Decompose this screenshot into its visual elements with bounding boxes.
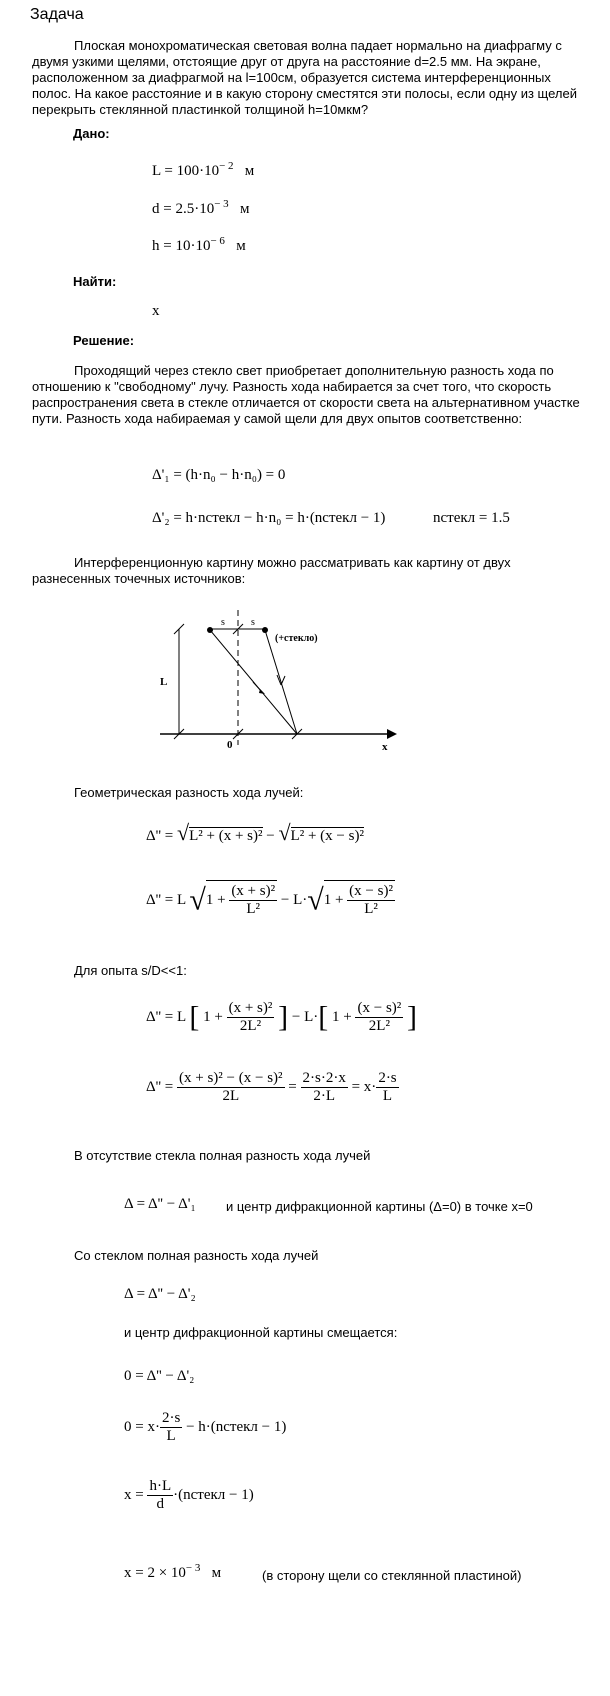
find-variable: x xyxy=(152,303,160,319)
approximation-label: Для опыта s/D<<1: xyxy=(74,963,187,978)
label-glass: (+стекло) xyxy=(275,633,318,644)
equation-solution-x: x = $\frac{h\cdot L}{d}$ ·(nстекл − 1) xyxy=(124,1478,254,1512)
equation-no-glass: Δ = Δ'' − Δ'₁ xyxy=(124,1196,196,1212)
given-h: $h = 10\cdot 10^{- 6}$ м xyxy=(152,235,246,254)
equation-balance: 0 = x· $\frac{2\cdot s}{L}$ − h·(nстекл − 1) xyxy=(124,1410,287,1444)
equation-geometric-exact: Δ'' = √L² + (x + s)² − √L² + (x − s)² xyxy=(146,820,364,845)
two-source-diagram xyxy=(155,605,400,755)
equation-zero-difference: 0 = Δ'' − Δ'₂ xyxy=(124,1368,195,1384)
page-title: Задача xyxy=(30,6,84,23)
equation-simplified: Δ'' = $\frac{\text{(x + s)² − (x − s)²}}{2L}$ = $\frac{2\cdot s\cdot 2\cdot x}{2\cdot L}$ = x· $\frac{2\cdot s}{L}$ xyxy=(146,1070,397,1104)
given-L: $L = 100\cdot 10^{- 2}$ м xyxy=(152,160,255,179)
label-s-left: s xyxy=(221,617,225,628)
given-d: $d = 2.5\cdot 10^{- 3}$ м xyxy=(152,198,250,217)
no-glass-label: В отсутствие стекла полная разность хода лучей xyxy=(74,1148,371,1163)
solution-label: Решение: xyxy=(73,333,135,348)
label-L: L xyxy=(160,676,168,688)
solution-paragraph-2: Интерференционную картину можно рассматривать как картину от двух разнесенных точечных источников: xyxy=(32,555,511,586)
equation-geometric-factored: Δ'' = L √1 + $\frac{\text{(x + s)²}}{\text{L²}}$ − L·√1 + $\frac{\text{(x − s)²}}{\text{L²}}$ xyxy=(146,880,395,918)
label-s-right: s xyxy=(251,617,255,628)
answer-value: $x = 2 \times 10^{- 3}$ м xyxy=(124,1562,222,1581)
label-zero: 0 xyxy=(227,739,233,751)
equation-delta-2: Δ'₂ = h·nстекл − h·n₀ = h·(nстекл − 1) xyxy=(152,510,386,526)
ray-arrow xyxy=(253,682,263,693)
geometric-difference-label: Геометрическая разность хода лучей: xyxy=(74,785,304,800)
find-label: Найти: xyxy=(73,274,117,289)
ray-arrow xyxy=(281,676,285,685)
label-x: x xyxy=(382,741,388,753)
center-note: и центр дифракционной картины (Δ=0) в точке x=0 xyxy=(226,1199,533,1214)
ray-right xyxy=(265,630,297,734)
problem-text: Плоская монохроматическая световая волна падает нормально на диафрагму с двумя узкими щелями, отстоящие друг от друга на расстояние d=2.5 мм. На экране, расположенном за диафрагмой на l=100cм, образуется система интерференционных полос. На какое расстояние и в какую сторону сместятся эти полосы, если одну из щелей перекрыть стеклянной пластинкой толщиной h=10мкм? xyxy=(32,38,577,117)
given-label: Дано: xyxy=(73,126,110,141)
equation-delta-1: Δ'₁ = (h·n₀ − h·n₀) = 0 xyxy=(152,467,286,483)
answer-note: (в сторону щели со стеклянной пластиной) xyxy=(262,1568,522,1583)
axis-arrowhead xyxy=(387,729,397,739)
shift-label: и центр дифракционной картины смещается: xyxy=(124,1325,398,1340)
with-glass-label: Со стеклом полная разность хода лучей xyxy=(74,1248,319,1263)
equation-approximation: Δ'' = L [ 1 + $\frac{\text{(x + s)²}}{\text{2L²}}$ ] − L·[ 1 + $\frac{\text{(x − s)²}}{\text{2L²}}$ ] xyxy=(146,1000,418,1034)
equation-n-glass: nстекл = 1.5 xyxy=(433,510,510,526)
solution-paragraph-1: Проходящий через стекло свет приобретает дополнительную разность хода по отношению к "свободному" лучу. Разность хода набирается за счет того, что скорость распространения света в стекле отличается от скорости света на альтернативном участке пути. Разность хода набираемая у самой щели для двух опытов соответственно: xyxy=(32,363,580,426)
equation-with-glass: Δ = Δ'' − Δ'₂ xyxy=(124,1286,196,1302)
